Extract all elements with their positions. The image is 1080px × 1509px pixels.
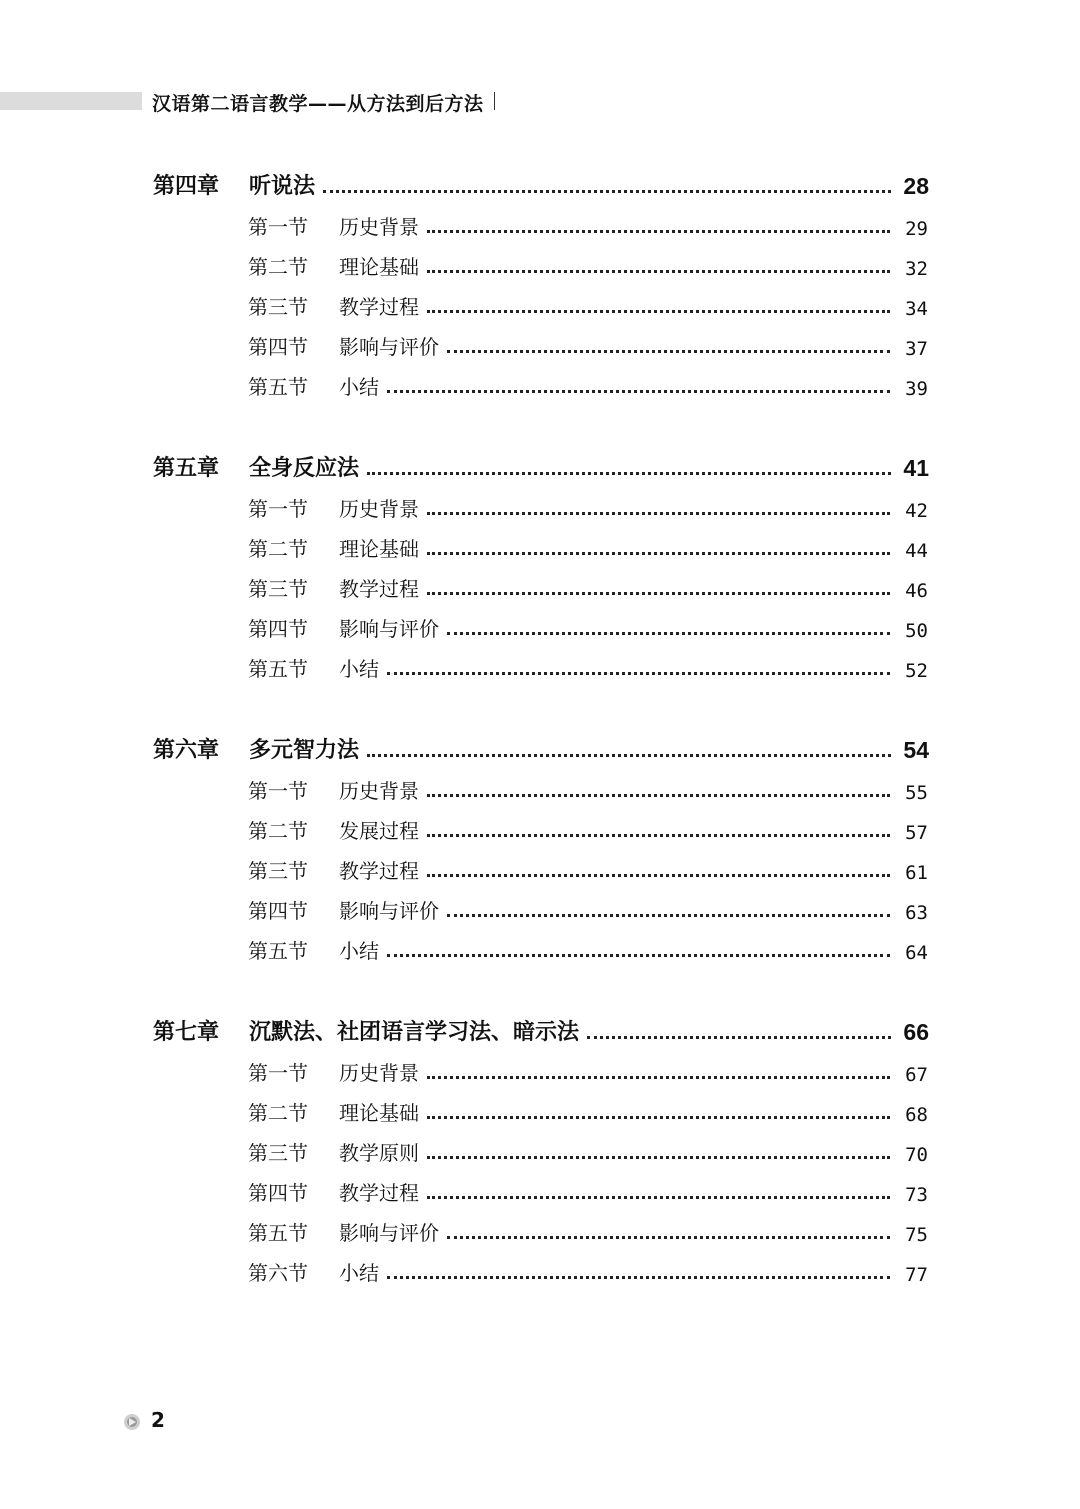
section-page-number: 44 bbox=[905, 540, 928, 562]
section-label: 第一节 bbox=[248, 497, 308, 521]
chapter-title: 多元智力法 bbox=[249, 738, 360, 763]
dot-leader bbox=[587, 1036, 891, 1039]
section-label: 第四节 bbox=[248, 617, 308, 641]
section-label: 第二节 bbox=[248, 537, 308, 561]
section-title: 小结 bbox=[339, 939, 379, 963]
header-separator bbox=[494, 92, 495, 110]
section-title: 教学过程 bbox=[339, 295, 419, 319]
section-page-number: 34 bbox=[905, 298, 928, 320]
section-row[interactable] bbox=[248, 816, 928, 844]
dot-leader bbox=[367, 754, 891, 757]
section-row[interactable] bbox=[248, 534, 928, 562]
dot-leader bbox=[427, 794, 890, 797]
chapter-page-number: 66 bbox=[903, 1019, 929, 1045]
section-page-number: 75 bbox=[905, 1224, 928, 1246]
section-label: 第五节 bbox=[248, 375, 308, 399]
dot-leader bbox=[367, 472, 891, 475]
section-page-number: 55 bbox=[905, 782, 928, 804]
chapter-page-number: 54 bbox=[903, 737, 929, 763]
chapter-title: 沉默法、社团语言学习法、暗示法 bbox=[249, 1020, 580, 1045]
chapter-row[interactable] bbox=[153, 168, 929, 200]
header-gray-bar bbox=[0, 92, 142, 110]
section-label: 第三节 bbox=[248, 859, 308, 883]
section-label: 第五节 bbox=[248, 657, 308, 681]
section-label: 第一节 bbox=[248, 1061, 308, 1085]
dot-leader bbox=[427, 592, 890, 595]
chapter-label: 第四章 bbox=[153, 174, 220, 199]
section-row[interactable] bbox=[248, 212, 928, 240]
dot-leader bbox=[427, 552, 890, 555]
section-title: 历史背景 bbox=[339, 1061, 419, 1085]
section-row[interactable] bbox=[248, 292, 928, 320]
dot-leader bbox=[387, 954, 890, 957]
section-page-number: 42 bbox=[905, 500, 928, 522]
section-page-number: 61 bbox=[905, 862, 928, 884]
dot-leader bbox=[427, 874, 890, 877]
section-page-number: 73 bbox=[905, 1184, 928, 1206]
dot-leader bbox=[387, 1276, 890, 1279]
section-title: 小结 bbox=[339, 375, 379, 399]
section-row[interactable] bbox=[248, 1218, 928, 1246]
section-title: 小结 bbox=[339, 657, 379, 681]
section-page-number: 50 bbox=[905, 620, 928, 642]
dot-leader bbox=[427, 310, 890, 313]
section-label: 第三节 bbox=[248, 577, 308, 601]
section-row[interactable] bbox=[248, 1098, 928, 1126]
section-row[interactable] bbox=[248, 654, 928, 682]
page-number: 2 bbox=[151, 1408, 165, 1432]
section-page-number: 68 bbox=[905, 1104, 928, 1126]
section-title: 发展过程 bbox=[339, 819, 419, 843]
chapter-title: 全身反应法 bbox=[249, 456, 360, 481]
dot-leader bbox=[427, 1156, 890, 1159]
dot-leader bbox=[447, 350, 890, 353]
dot-leader bbox=[447, 632, 890, 635]
dot-leader bbox=[427, 1116, 890, 1119]
section-label: 第四节 bbox=[248, 1181, 308, 1205]
section-page-number: 77 bbox=[905, 1264, 928, 1286]
section-title: 理论基础 bbox=[339, 1101, 419, 1125]
chapter-row[interactable] bbox=[153, 450, 929, 482]
section-label: 第二节 bbox=[248, 819, 308, 843]
section-page-number: 57 bbox=[905, 822, 928, 844]
section-row[interactable] bbox=[248, 614, 928, 642]
section-page-number: 46 bbox=[905, 580, 928, 602]
section-page-number: 52 bbox=[905, 660, 928, 682]
section-page-number: 70 bbox=[905, 1144, 928, 1166]
section-row[interactable] bbox=[248, 936, 928, 964]
section-page-number: 64 bbox=[905, 942, 928, 964]
dot-leader bbox=[447, 914, 890, 917]
section-title: 教学过程 bbox=[339, 577, 419, 601]
section-label: 第五节 bbox=[248, 939, 308, 963]
dot-leader bbox=[427, 512, 890, 515]
dot-leader bbox=[447, 1236, 890, 1239]
section-row[interactable] bbox=[248, 896, 928, 924]
dot-leader bbox=[427, 1076, 890, 1079]
section-page-number: 29 bbox=[905, 218, 928, 240]
chapter-title: 听说法 bbox=[249, 174, 316, 199]
section-page-number: 39 bbox=[905, 378, 928, 400]
section-label: 第一节 bbox=[248, 215, 308, 239]
section-label: 第五节 bbox=[248, 1221, 308, 1245]
section-row[interactable] bbox=[248, 332, 928, 360]
section-label: 第二节 bbox=[248, 1101, 308, 1125]
section-row[interactable] bbox=[248, 1178, 928, 1206]
section-label: 第三节 bbox=[248, 1141, 308, 1165]
section-page-number: 37 bbox=[905, 338, 928, 360]
section-title: 影响与评价 bbox=[339, 899, 439, 923]
chapter-page-number: 41 bbox=[903, 455, 929, 481]
section-title: 影响与评价 bbox=[339, 335, 439, 359]
section-row[interactable] bbox=[248, 1058, 928, 1086]
chapter-row[interactable] bbox=[153, 1014, 929, 1046]
chapter-label: 第七章 bbox=[153, 1020, 220, 1045]
section-title: 理论基础 bbox=[339, 537, 419, 561]
dot-leader bbox=[387, 390, 890, 393]
section-title: 历史背景 bbox=[339, 215, 419, 239]
section-page-number: 32 bbox=[905, 258, 928, 280]
section-label: 第一节 bbox=[248, 779, 308, 803]
section-label: 第三节 bbox=[248, 295, 308, 319]
section-title: 历史背景 bbox=[339, 497, 419, 521]
section-title: 影响与评价 bbox=[339, 1221, 439, 1245]
section-title: 影响与评价 bbox=[339, 617, 439, 641]
section-title: 教学过程 bbox=[339, 859, 419, 883]
chapter-row[interactable] bbox=[153, 732, 929, 764]
section-label: 第六节 bbox=[248, 1261, 308, 1285]
section-row[interactable] bbox=[248, 1138, 928, 1166]
section-title: 历史背景 bbox=[339, 779, 419, 803]
section-row[interactable] bbox=[248, 372, 928, 400]
section-title: 理论基础 bbox=[339, 255, 419, 279]
section-title: 教学过程 bbox=[339, 1181, 419, 1205]
dot-leader bbox=[427, 1196, 890, 1199]
section-label: 第四节 bbox=[248, 335, 308, 359]
section-title: 小结 bbox=[339, 1261, 379, 1285]
running-header-title: 汉语第二语言教学——从方法到后方法 bbox=[152, 93, 484, 115]
section-label: 第四节 bbox=[248, 899, 308, 923]
section-label: 第二节 bbox=[248, 255, 308, 279]
section-row[interactable] bbox=[248, 1258, 928, 1286]
section-page-number: 67 bbox=[905, 1064, 928, 1086]
section-row[interactable] bbox=[248, 776, 928, 804]
dot-leader bbox=[427, 270, 890, 273]
chapter-label: 第五章 bbox=[153, 456, 220, 481]
dot-leader bbox=[387, 672, 890, 675]
section-row[interactable] bbox=[248, 252, 928, 280]
dot-leader bbox=[323, 190, 891, 193]
dot-leader bbox=[427, 230, 890, 233]
chapter-page-number: 28 bbox=[903, 173, 929, 199]
section-title: 教学原则 bbox=[339, 1141, 419, 1165]
disc-bullet-icon bbox=[123, 1413, 141, 1431]
section-row[interactable] bbox=[248, 856, 928, 884]
section-row[interactable] bbox=[248, 574, 928, 602]
section-row[interactable] bbox=[248, 494, 928, 522]
section-page-number: 63 bbox=[905, 902, 928, 924]
chapter-label: 第六章 bbox=[153, 738, 220, 763]
dot-leader bbox=[427, 834, 890, 837]
